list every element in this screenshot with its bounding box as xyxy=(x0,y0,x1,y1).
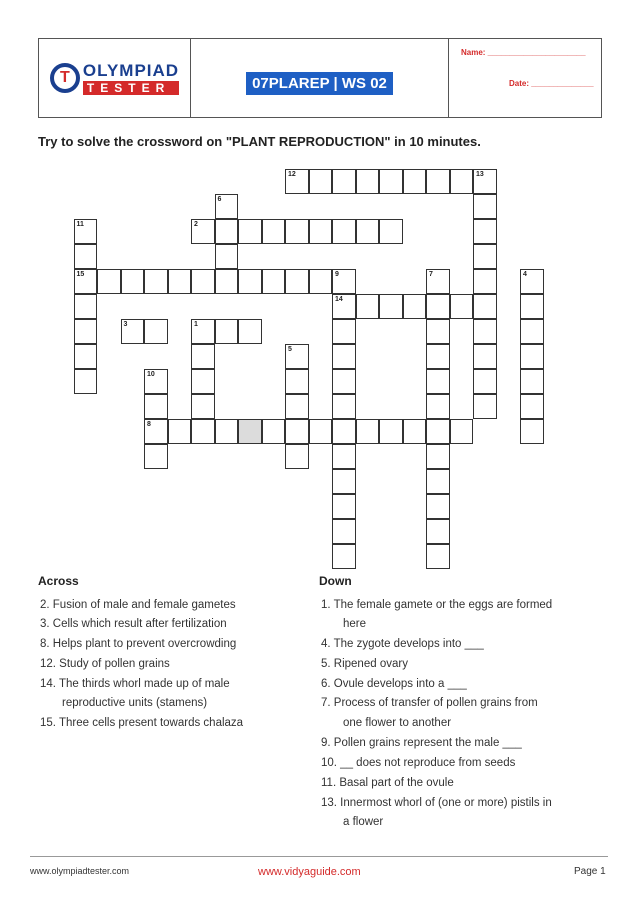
crossword-cell[interactable] xyxy=(144,369,168,394)
footer-website: www.olympiadtester.com xyxy=(30,866,130,876)
crossword-cell[interactable] xyxy=(121,269,145,294)
crossword-cell[interactable] xyxy=(473,269,497,294)
crossword-cell[interactable] xyxy=(121,319,145,344)
crossword-cell[interactable] xyxy=(473,394,497,419)
crossword-cell[interactable] xyxy=(191,394,215,419)
crossword-cell[interactable] xyxy=(426,319,450,344)
crossword-cell[interactable] xyxy=(191,319,215,344)
clue-number: 10 xyxy=(147,371,155,378)
clue-number: 15 xyxy=(76,271,85,278)
across-clue: 2. Fusion of male and female gametes xyxy=(40,599,236,611)
crossword-cell[interactable] xyxy=(332,444,356,469)
crossword-cell[interactable] xyxy=(285,369,309,394)
logo-bottom-text: TESTER xyxy=(83,81,179,95)
logo-top-text: OLYMPIAD xyxy=(82,60,180,80)
crossword-cell[interactable] xyxy=(215,319,239,344)
across-clue: 12. Study of pollen grains xyxy=(40,658,170,670)
crossword-cell[interactable] xyxy=(144,419,168,444)
crossword-cell[interactable] xyxy=(426,469,450,494)
clue-number: 8 xyxy=(147,421,151,428)
down-clue: 5. Ripened ovary xyxy=(321,658,408,670)
crossword-cell[interactable] xyxy=(215,219,239,244)
crossword-cell[interactable] xyxy=(473,194,497,219)
across-clue: 3. Cells which result after fertilization xyxy=(40,618,227,630)
crossword-cell[interactable] xyxy=(285,219,309,244)
crossword-cell[interactable] xyxy=(332,344,356,369)
crossword-cell[interactable] xyxy=(379,419,403,444)
down-clue: 7. Process of transfer of pollen grains from xyxy=(321,697,538,709)
crossword-cell[interactable] xyxy=(191,219,215,244)
across-heading: Across xyxy=(38,574,79,588)
down-clue: 1. The female gamete or the eggs are formed xyxy=(321,599,553,611)
crossword-cell[interactable] xyxy=(191,369,215,394)
crossword-cell[interactable] xyxy=(473,344,497,369)
crossword-cell[interactable] xyxy=(144,444,168,469)
crossword-cell[interactable] xyxy=(356,219,380,244)
crossword-cell[interactable] xyxy=(309,419,333,444)
crossword-cell[interactable] xyxy=(74,219,98,244)
clue-number: 14 xyxy=(335,296,343,303)
crossword-cell[interactable] xyxy=(285,169,309,194)
down-clue: 9. Pollen grains represent the male ___ xyxy=(321,737,522,749)
crossword-cell[interactable] xyxy=(426,544,450,569)
clue-number: 4 xyxy=(523,271,527,278)
down-clue-cont: here xyxy=(343,618,367,630)
crossword-cell[interactable] xyxy=(332,219,356,244)
crossword-cell[interactable] xyxy=(238,319,262,344)
clue-number: 7 xyxy=(429,271,433,278)
code-cell xyxy=(191,39,449,117)
crossword-cell[interactable] xyxy=(97,269,121,294)
crossword-cell[interactable] xyxy=(285,394,309,419)
crossword-cell[interactable] xyxy=(379,169,403,194)
crossword-cell[interactable] xyxy=(144,319,168,344)
clue-number: 1 xyxy=(194,321,198,328)
across-clue-cont: reproductive units (stamens) xyxy=(62,697,208,709)
crossword-cell[interactable] xyxy=(285,344,309,369)
crossword-cell[interactable] xyxy=(403,419,427,444)
crossword-cell[interactable] xyxy=(450,294,474,319)
across-clue: 8. Helps plant to prevent overcrowding xyxy=(40,638,237,650)
crossword-cell[interactable] xyxy=(144,394,168,419)
crossword-cell[interactable] xyxy=(332,394,356,419)
crossword-cell[interactable] xyxy=(309,219,333,244)
crossword-cell[interactable] xyxy=(144,269,168,294)
clue-number: 9 xyxy=(335,271,339,278)
clue-number: 3 xyxy=(123,321,128,328)
crossword-cell[interactable] xyxy=(285,419,309,444)
crossword-cell[interactable] xyxy=(520,369,544,394)
name-field: Name: ______________________ xyxy=(461,48,586,57)
crossword-cell[interactable] xyxy=(74,344,98,369)
down-clue: 4. The zygote develops into ___ xyxy=(321,638,484,650)
crossword-cell[interactable] xyxy=(74,319,98,344)
crossword-cell[interactable] xyxy=(356,419,380,444)
crossword-cell[interactable] xyxy=(520,394,544,419)
crossword-cell[interactable] xyxy=(520,294,544,319)
clue-number: 11 xyxy=(76,221,84,228)
clue-number: 12 xyxy=(288,171,296,178)
down-clue: 6. Ovule develops into a ___ xyxy=(321,678,467,690)
crossword-cell[interactable] xyxy=(262,219,286,244)
down-heading: Down xyxy=(319,574,352,588)
crossword-cell[interactable] xyxy=(262,269,286,294)
crossword-cell[interactable] xyxy=(403,169,427,194)
crossword-cell[interactable] xyxy=(332,494,356,519)
crossword-cell[interactable] xyxy=(74,244,98,269)
crossword-cell[interactable] xyxy=(238,419,262,444)
crossword-cell[interactable] xyxy=(191,269,215,294)
down-clue: 13. Innermost whorl of (one or more) pistils in xyxy=(321,797,552,809)
crossword-cell[interactable] xyxy=(403,294,427,319)
crossword-cell[interactable] xyxy=(285,269,309,294)
worksheet-header xyxy=(38,38,602,118)
crossword-cell[interactable] xyxy=(426,294,450,319)
crossword-cell[interactable] xyxy=(215,194,239,219)
crossword-cell[interactable] xyxy=(426,169,450,194)
clue-number: 2 xyxy=(194,221,198,228)
crossword-cell[interactable] xyxy=(332,419,356,444)
crossword-cell[interactable] xyxy=(309,169,333,194)
crossword-cell[interactable] xyxy=(379,294,403,319)
crossword-cell[interactable] xyxy=(74,369,98,394)
info-cell xyxy=(449,39,601,117)
crossword-cell[interactable] xyxy=(332,319,356,344)
crossword-cell[interactable] xyxy=(191,419,215,444)
crossword-cell[interactable] xyxy=(332,519,356,544)
crossword-cell[interactable] xyxy=(285,444,309,469)
crossword-cell[interactable] xyxy=(262,419,286,444)
crossword-cell[interactable] xyxy=(473,294,497,319)
crossword-cell[interactable] xyxy=(238,269,262,294)
footer-divider xyxy=(30,856,608,857)
logo-cell xyxy=(39,39,191,117)
crossword-cell[interactable] xyxy=(450,169,474,194)
crossword-cell[interactable] xyxy=(356,169,380,194)
crossword-cell[interactable] xyxy=(309,269,333,294)
clue-number: 5 xyxy=(288,346,292,353)
crossword-cell[interactable] xyxy=(168,419,192,444)
across-clue: 14. The thirds whorl made up of male xyxy=(40,678,230,690)
crossword-cell[interactable] xyxy=(426,394,450,419)
crossword-cell[interactable] xyxy=(215,419,239,444)
date-field: Date: ______________ xyxy=(509,79,594,88)
crossword-cell[interactable] xyxy=(520,419,544,444)
page-number: Page 1 xyxy=(574,866,606,877)
clue-number: 6 xyxy=(217,196,222,203)
worksheet-code: 07PLAREP | WS 02 xyxy=(246,72,393,95)
olympiad-tester-logo xyxy=(50,62,179,95)
crossword-cell[interactable] xyxy=(426,344,450,369)
crossword-cell[interactable] xyxy=(168,269,192,294)
crossword-cell[interactable] xyxy=(332,294,356,319)
crossword-cell[interactable] xyxy=(426,419,450,444)
crossword-cell[interactable] xyxy=(332,369,356,394)
across-clue: 15. Three cells present towards chalaza xyxy=(40,717,244,729)
crossword-cell[interactable] xyxy=(520,319,544,344)
crossword-cell[interactable] xyxy=(191,344,215,369)
crossword-cell[interactable] xyxy=(473,319,497,344)
crossword-cell[interactable] xyxy=(473,169,497,194)
down-clue: 11. Basal part of the ovule xyxy=(321,777,454,789)
crossword-cell[interactable] xyxy=(426,369,450,394)
page-title: Try to solve the crossword on "PLANT REPRODUCTION" in 10 minutes. xyxy=(38,134,481,149)
crossword-cell[interactable] xyxy=(332,169,356,194)
crossword-cell[interactable] xyxy=(356,294,380,319)
down-clue: 10. __ does not reproduce from seeds xyxy=(321,757,516,769)
crossword-cell[interactable] xyxy=(426,519,450,544)
crossword-cell[interactable] xyxy=(426,444,450,469)
crossword-cell[interactable] xyxy=(332,469,356,494)
crossword-cell[interactable] xyxy=(332,269,356,294)
crossword-cell[interactable] xyxy=(426,269,450,294)
crossword-cell[interactable] xyxy=(473,369,497,394)
clue-number: 13 xyxy=(476,171,484,178)
footer-link[interactable]: www.vidyaguide.com xyxy=(258,866,361,878)
down-clue-cont: one flower to another xyxy=(343,717,452,729)
crossword-cell[interactable] xyxy=(74,269,98,294)
crossword-cell[interactable] xyxy=(426,494,450,519)
down-clue-cont: a flower xyxy=(343,816,384,828)
logo-mark-icon: T xyxy=(50,63,80,93)
crossword-cell[interactable] xyxy=(450,419,474,444)
crossword-cell[interactable] xyxy=(238,219,262,244)
crossword-cell[interactable] xyxy=(332,544,356,569)
crossword-cell[interactable] xyxy=(473,244,497,269)
crossword-cell[interactable] xyxy=(520,344,544,369)
crossword-cell[interactable] xyxy=(473,219,497,244)
crossword-cell[interactable] xyxy=(215,269,239,294)
crossword-cell[interactable] xyxy=(215,244,239,269)
crossword-cell[interactable] xyxy=(379,219,403,244)
crossword-cell[interactable] xyxy=(74,294,98,319)
crossword-cell[interactable] xyxy=(520,269,544,294)
